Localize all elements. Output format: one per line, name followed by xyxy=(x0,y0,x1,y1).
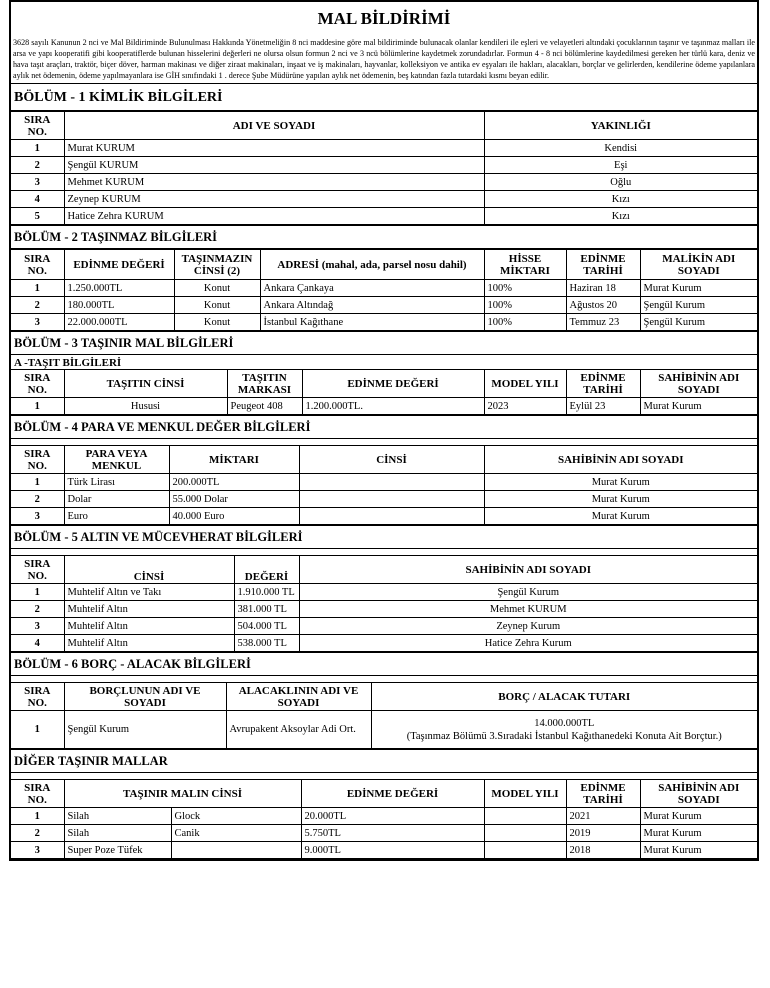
col-header: SAHİBİNİN ADI SOYADI xyxy=(299,556,757,584)
table-cell: 2021 xyxy=(566,808,640,825)
col-header: DEĞERİ xyxy=(234,556,299,584)
table-cell: Muhtelif Altın xyxy=(64,601,234,618)
real-estate-table xyxy=(11,249,757,331)
declaration-form xyxy=(9,0,759,861)
table-cell: Zeynep Kurum xyxy=(299,618,757,635)
table-cell xyxy=(484,808,566,825)
intro-paragraph: 3628 sayılı Kanunun 2 nci ve Mal Bildiriminde Bulunulması Hakkında Yönetmeliğin 8 nci maddesine göre mal bildiriminde bulunacak olanlar kendileri ile eşleri ve velayetleri altındaki çocuklarının taşınır ve taşınmaz malları ile arsa ve yapı kooperatifi gibi kooperatiflerde bulunan hisselerini değerleri ne olursa olsun formun 2 nci ve 3 ncü bölümlerine kaydetmek zorundadırlar. Formun 4 - 8 nci bölümlerine kaydedilmesi gereken her türlü kara, deniz ve hava taşıt araçları, traktör, biçer döver, harman makinası ve diğer ziraat makinaları, inşaat ve iş makinaları, hayvanlar, kolleksiyon ve antika ev eşyaları ile hakları, alacakları, borçlar ve gelirlerden, kendilerine ödeme yapılanlara aylık net ödemenin, ödeme yapılmayanlara ise GİH sınıfındaki 1 . derece Şube Müdürüne yapılan aylık net ödemenin, beş katından fazla tutardaki kısmı beyan edilir. xyxy=(11,35,757,84)
table-row xyxy=(11,398,757,415)
col-header: SAHİBİNİN ADI SOYADI xyxy=(640,780,757,808)
table-cell: Hatice Zehra Kurum xyxy=(299,635,757,652)
table-cell: Muhtelif Altın xyxy=(64,635,234,652)
section-4-heading: BÖLÜM - 4 PARA VE MENKUL DEĞER BİLGİLERİ xyxy=(11,415,757,439)
table-cell: Konut xyxy=(174,297,260,314)
vehicle-table xyxy=(11,369,757,415)
table-row xyxy=(11,157,757,174)
table-cell: 3 xyxy=(11,508,64,525)
table-cell: 100% xyxy=(484,280,566,297)
table-row xyxy=(11,808,757,825)
table-row xyxy=(11,314,757,331)
table-cell: Murat Kurum xyxy=(640,825,757,842)
table-cell xyxy=(484,842,566,859)
table-cell: 9.000TL xyxy=(301,842,484,859)
table-cell: Haziran 18 xyxy=(566,280,640,297)
table-cell: Glock xyxy=(171,808,301,825)
table-cell: 1 xyxy=(11,474,64,491)
table-cell: 1 xyxy=(11,808,64,825)
table-cell: 5 xyxy=(11,208,64,225)
section-2-heading: BÖLÜM - 2 TAŞINMAZ BİLGİLERİ xyxy=(11,225,757,249)
vehicle-subheading: A -TAŞIT BİLGİLERİ xyxy=(14,357,122,369)
col-header: TAŞINMAZIN CİNSİ (2) xyxy=(174,250,260,280)
table-cell: Mehmet KURUM xyxy=(64,174,484,191)
debt-credit-table xyxy=(11,682,757,749)
table-row xyxy=(11,174,757,191)
table-row xyxy=(11,584,757,601)
table-row xyxy=(11,297,757,314)
table-cell: 1.200.000TL. xyxy=(302,398,484,415)
table-cell xyxy=(299,474,484,491)
table-cell: Murat Kurum xyxy=(640,808,757,825)
col-header: SIRA NO. xyxy=(11,556,64,584)
page-title: MAL BİLDİRİMİ xyxy=(317,9,451,28)
col-header: SIRA NO. xyxy=(11,446,64,474)
table-row xyxy=(11,491,757,508)
table-cell: 2 xyxy=(11,601,64,618)
table-cell: 100% xyxy=(484,314,566,331)
col-header: TAŞITIN MARKASI xyxy=(227,370,302,398)
table-cell: Şengül Kurum xyxy=(640,314,757,331)
table-cell: Kızı xyxy=(484,191,757,208)
table-cell: Murat Kurum xyxy=(484,508,757,525)
section-5-heading: BÖLÜM - 5 ALTIN VE MÜCEVHERAT BİLGİLERİ xyxy=(11,525,757,549)
table-cell: Muhtelif Altın xyxy=(64,618,234,635)
table-cell: 1 xyxy=(11,711,64,749)
col-header: TAŞINIR MALIN CİNSİ xyxy=(64,780,301,808)
table-cell: İstanbul Kağıthane xyxy=(260,314,484,331)
table-cell: 2 xyxy=(11,491,64,508)
table-cell: 22.000.000TL xyxy=(64,314,174,331)
table-row xyxy=(11,842,757,859)
col-header: ALACAKLININ ADI VE SOYADI xyxy=(226,683,371,711)
table-cell: Silah xyxy=(64,808,171,825)
table-cell: Mehmet KURUM xyxy=(299,601,757,618)
table-cell: 1 xyxy=(11,140,64,157)
table-cell: 55.000 Dolar xyxy=(169,491,299,508)
table-row xyxy=(11,825,757,842)
col-header: YAKINLIĞI xyxy=(484,112,757,140)
table-row xyxy=(11,508,757,525)
table-cell xyxy=(484,825,566,842)
table-cell: Eylül 23 xyxy=(566,398,640,415)
table-cell xyxy=(171,842,301,859)
col-header: HİSSE MİKTARI xyxy=(484,250,566,280)
table-cell: Konut xyxy=(174,280,260,297)
table-cell: Canik xyxy=(171,825,301,842)
table-cell: 3 xyxy=(11,842,64,859)
debt-note: (Taşınmaz Bölümü 3.Sıradaki İstanbul Kağıthanedeki Konuta Ait Borçtur.) xyxy=(406,730,722,742)
table-row xyxy=(11,635,757,652)
table-cell: 538.000 TL xyxy=(234,635,299,652)
table-cell: 4 xyxy=(11,191,64,208)
table-cell: 3 xyxy=(11,174,64,191)
table-cell: 3 xyxy=(11,618,64,635)
col-header: SIRA NO. xyxy=(11,370,64,398)
col-header: MODEL YILI xyxy=(484,370,566,398)
table-cell: Euro xyxy=(64,508,169,525)
col-header: SIRA NO. xyxy=(11,112,64,140)
table-cell: 2019 xyxy=(566,825,640,842)
table-cell: Super Poze Tüfek xyxy=(64,842,171,859)
table-cell: Murat Kurum xyxy=(640,280,757,297)
col-header: BORÇ / ALACAK TUTARI xyxy=(371,683,757,711)
table-cell: Avrupakent Aksoylar Adi Ort. xyxy=(226,711,371,749)
table-cell: Murat Kurum xyxy=(640,842,757,859)
table-cell: Türk Lirası xyxy=(64,474,169,491)
table-cell: 2 xyxy=(11,825,64,842)
table-cell: Hatice Zehra KURUM xyxy=(64,208,484,225)
col-header: CİNSİ xyxy=(299,446,484,474)
table-cell: 381.000 TL xyxy=(234,601,299,618)
debt-amount: 14.000.000TL xyxy=(534,717,595,729)
cash-securities-table xyxy=(11,445,757,525)
table-cell: Dolar xyxy=(64,491,169,508)
table-cell: Eşi xyxy=(484,157,757,174)
col-header: EDİNME DEĞERİ xyxy=(301,780,484,808)
table-cell: 2 xyxy=(11,157,64,174)
table-cell: Muhtelif Altın ve Takı xyxy=(64,584,234,601)
table-cell: 2018 xyxy=(566,842,640,859)
table-cell: Konut xyxy=(174,314,260,331)
table-cell: Şengül Kurum xyxy=(299,584,757,601)
table-cell: Murat Kurum xyxy=(484,474,757,491)
table-cell: 1 xyxy=(11,584,64,601)
col-header: ADRESİ (mahal, ada, parsel nosu dahil) xyxy=(260,250,484,280)
table-cell: 200.000TL xyxy=(169,474,299,491)
table-cell: 3 xyxy=(11,314,64,331)
table-cell: 2023 xyxy=(484,398,566,415)
table-row xyxy=(11,474,757,491)
table-cell: Temmuz 23 xyxy=(566,314,640,331)
table-cell: Ankara Çankaya xyxy=(260,280,484,297)
debt-amount-cell xyxy=(371,711,757,749)
table-row xyxy=(11,140,757,157)
table-cell: Kızı xyxy=(484,208,757,225)
table-cell: 2 xyxy=(11,297,64,314)
table-cell xyxy=(299,491,484,508)
table-cell: 504.000 TL xyxy=(234,618,299,635)
table-cell: 5.750TL xyxy=(301,825,484,842)
table-cell: Şengül Kurum xyxy=(640,297,757,314)
table-cell xyxy=(299,508,484,525)
col-header: PARA VEYA MENKUL xyxy=(64,446,169,474)
col-header: CİNSİ xyxy=(64,556,234,584)
table-row xyxy=(11,618,757,635)
table-cell: Ağustos 20 xyxy=(566,297,640,314)
table-cell: 20.000TL xyxy=(301,808,484,825)
table-cell: 1.910.000 TL xyxy=(234,584,299,601)
table-cell: Murat Kurum xyxy=(640,398,757,415)
table-row xyxy=(11,711,757,749)
table-cell: Oğlu xyxy=(484,174,757,191)
col-header: EDİNME TARİHİ xyxy=(566,370,640,398)
table-cell: 180.000TL xyxy=(64,297,174,314)
col-header: EDİNME DEĞERİ xyxy=(64,250,174,280)
table-cell: 1.250.000TL xyxy=(64,280,174,297)
table-row xyxy=(11,208,757,225)
table-row xyxy=(11,601,757,618)
table-cell: 40.000 Euro xyxy=(169,508,299,525)
identity-table xyxy=(11,111,757,225)
col-header: TAŞITIN CİNSİ xyxy=(64,370,227,398)
col-header: BORÇLUNUN ADI VE SOYADI xyxy=(64,683,226,711)
col-header: EDİNME TARİHİ xyxy=(566,250,640,280)
table-row xyxy=(11,280,757,297)
col-header: MALİKİN ADI SOYADI xyxy=(640,250,757,280)
table-cell: 100% xyxy=(484,297,566,314)
table-cell: Şengül Kurum xyxy=(64,711,226,749)
col-header: MODEL YILI xyxy=(484,780,566,808)
table-cell: 1 xyxy=(11,280,64,297)
col-header: MİKTARI xyxy=(169,446,299,474)
col-header: EDİNME DEĞERİ xyxy=(302,370,484,398)
section-7-heading: DİĞER TAŞINIR MALLAR xyxy=(11,749,757,773)
col-header: SIRA NO. xyxy=(11,780,64,808)
col-header: SAHİBİNİN ADI SOYADI xyxy=(640,370,757,398)
section-1-heading: BÖLÜM - 1 KİMLİK BİLGİLERİ xyxy=(11,84,757,111)
other-movables-table xyxy=(11,779,757,859)
table-cell: 4 xyxy=(11,635,64,652)
col-header: ADI VE SOYADI xyxy=(64,112,484,140)
table-cell: Zeynep KURUM xyxy=(64,191,484,208)
table-row xyxy=(11,191,757,208)
table-cell: Murat KURUM xyxy=(64,140,484,157)
table-cell: Kendisi xyxy=(484,140,757,157)
table-cell: Ankara Altındağ xyxy=(260,297,484,314)
col-header: SAHİBİNİN ADI SOYADI xyxy=(484,446,757,474)
gold-jewelry-table xyxy=(11,555,757,652)
table-cell: Hususi xyxy=(64,398,227,415)
table-cell: Şengül KURUM xyxy=(64,157,484,174)
table-cell: Peugeot 408 xyxy=(227,398,302,415)
col-header: SIRA NO. xyxy=(11,683,64,711)
section-3-heading: BÖLÜM - 3 TAŞINIR MAL BİLGİLERİ xyxy=(11,331,757,355)
table-cell: Silah xyxy=(64,825,171,842)
col-header: SIRA NO. xyxy=(11,250,64,280)
col-header: EDİNME TARİHİ xyxy=(566,780,640,808)
table-cell: 1 xyxy=(11,398,64,415)
section-6-heading: BÖLÜM - 6 BORÇ - ALACAK BİLGİLERİ xyxy=(11,652,757,676)
table-cell: Murat Kurum xyxy=(484,491,757,508)
